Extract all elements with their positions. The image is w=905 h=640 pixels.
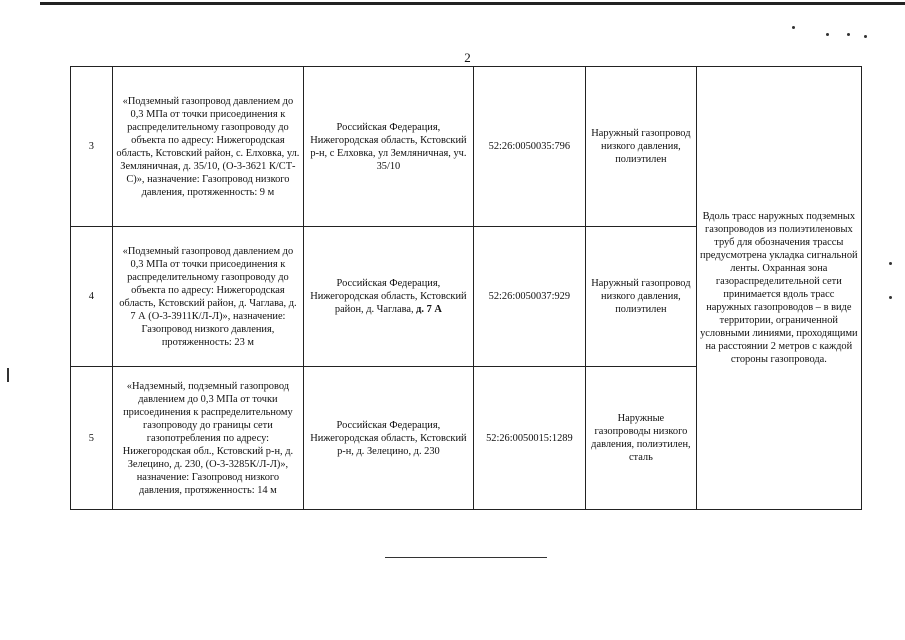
cadastral-number: 52:26:0050035:796	[473, 67, 586, 227]
object-address: Российская Федерация, Нижегородская область, Кстовский р-н, д. Зелецино, д. 230	[304, 367, 473, 510]
table-row	[71, 67, 862, 227]
scan-artifact	[847, 33, 850, 36]
scan-artifact	[826, 33, 829, 36]
scan-artifact	[7, 368, 9, 382]
scan-artifact	[889, 262, 892, 265]
scan-artifact	[889, 296, 892, 299]
object-type: Наружный газопровод низкого давления, полиэтилен	[586, 227, 697, 367]
row-number: 4	[71, 227, 113, 367]
top-border-line	[40, 2, 905, 5]
page-number: 2	[464, 50, 471, 65]
object-address	[304, 227, 473, 367]
cadastral-number: 52:26:0050015:1289	[473, 367, 586, 510]
scan-artifact	[792, 26, 795, 29]
object-description: «Подземный газопровод давлением до 0,3 МПа от точки присоединения к распределительному газопроводу до объекта по адресу: Нижегородская область, Кстовский район, с. Елховка, ул. Земляничная, д. 35/10, (О-3-3621 К/СТ-С)», назначение: Газопровод низкого давления, протяженность: 9 м	[112, 67, 304, 227]
protection-zone-note: Вдоль трасс наружных подземных газопроводов из полиэтиленовых труб для обозначения трассы предусмотрена укладка сигнальной ленты. Охранная зона газораспределительной сети принимается вдоль трасс наружных газопроводов – в виде территории, ограниченной условными линиями, проходящими на расстоянии 2 метров с каждой стороны газопровода.	[696, 67, 861, 510]
row-number: 5	[71, 367, 113, 510]
cadastral-number: 52:26:0050037:929	[473, 227, 586, 367]
object-description: «Подземный газопровод давлением до 0,3 МПа от точки присоединения к распределительному газопроводу до объекта по адресу: Нижегородская область, Кстовский район, д. Чаглава, д. 7 А (О-3-3911К/Л-Л)», назначение: Газопровод низкого давления, протяженность: 23 м	[112, 227, 304, 367]
object-description: «Надземный, подземный газопровод давлением до 0,3 МПа от точки присоединения к распределительному газопроводу до границы сети газопотребления по адресу: Нижегородская обл., Кстовский р-н, д. Зелецино, д. 230, (О-3-3285К/Л-Л)», назначение: Газопровод низкого давления, протяженность: 14 м	[112, 367, 304, 510]
address-house: д. 7 А	[416, 304, 442, 315]
signature-line	[385, 557, 547, 558]
object-type: Наружный газопровод низкого давления, полиэтилен	[586, 67, 697, 227]
gas-pipeline-table	[70, 66, 862, 510]
scan-artifact	[864, 35, 867, 38]
row-number: 3	[71, 67, 113, 227]
object-type: Наружные газопроводы низкого давления, полиэтилен, сталь	[586, 367, 697, 510]
object-address: Российская Федерация, Нижегородская область, Кстовский р-н, с Елховка, ул Земляничная, уч. 35/10	[304, 67, 473, 227]
address-text: Российская Федерация, Нижегородская область, Кстовский район, д. Чаглава,	[310, 278, 467, 315]
